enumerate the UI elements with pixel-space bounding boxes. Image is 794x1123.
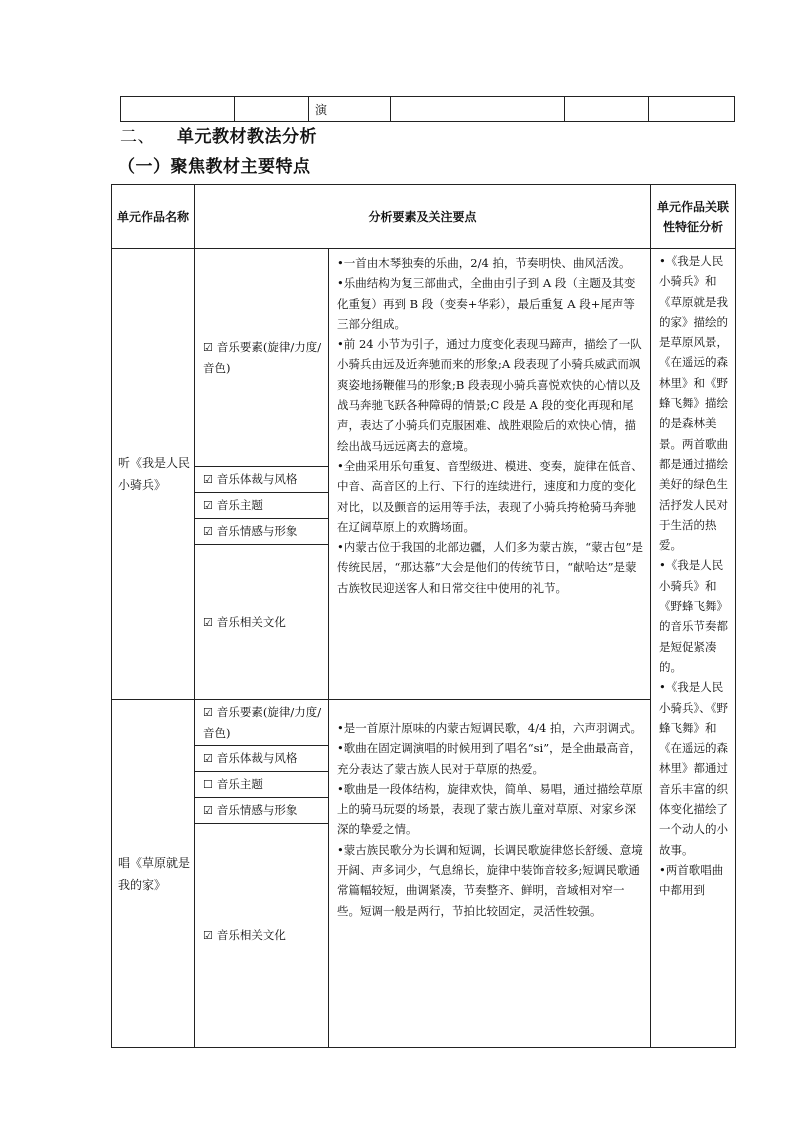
element-cell <box>195 249 329 467</box>
analysis-point: •全曲采用乐句重复、音型级进、模进、变奏，旋律在低音、中音、高音区的上行、下行的连续进行，速度和力度的变化对比，以及颤音的运用等手法，表现了小骑兵挎枪骑马奔驰在辽阔草原上的欢腾场面。 <box>337 458 643 534</box>
element-label: 音乐情感与形象 <box>216 803 298 817</box>
header-row <box>112 185 736 249</box>
checkbox-icon[interactable]: ☑ <box>203 499 213 512</box>
top-cell-4 <box>391 97 565 122</box>
element-label: 音乐体裁与风格 <box>216 472 298 486</box>
element-cell <box>195 493 329 519</box>
top-cell-3: 演 <box>309 97 391 122</box>
analysis-point: •蒙古族民歌分为长调和短调，长调民歌旋律悠长舒缓、意境开阔、声多词少，气息绵长，旋律中装饰音较多;短调民歌通常篇幅较短，曲调紧凑，节奏整齐、鲜明，音域相对窄一些。短调一般是两行，节拍比较固定，灵活性较强。 <box>337 842 643 918</box>
element-cell <box>195 519 329 545</box>
checkbox-icon[interactable]: ☑ <box>203 473 213 486</box>
checkbox-icon[interactable]: ☑ <box>203 615 213 629</box>
element-label: 音乐情感与形象 <box>216 524 298 538</box>
relation-point: •两首歌唱曲中都用到 <box>659 862 724 898</box>
header-work: 单元作品名称 <box>112 185 195 249</box>
top-cell-5 <box>565 97 649 122</box>
analysis-point: •乐曲结构为复三部曲式，全曲由引子到 A 段（主题及其变化重复）再到 B 段（变奏+华彩），最后重复 A 段+尾声等三部分组成。 <box>337 276 636 331</box>
checkbox-icon[interactable]: ☐ <box>203 778 213 791</box>
analysis-point: •歌曲在固定调演唱的时候用到了唱名“si”，是全曲最高音，充分表达了蒙古族人民对于草原的热爱。 <box>337 741 642 776</box>
top-cell-2 <box>235 97 309 122</box>
relation-point: •《我是人民小骑兵》和《野蜂飞舞》的音乐节奏都是短促紧凑的。 <box>659 558 729 674</box>
analysis-point: •内蒙古位于我国的北部边疆，人们多为蒙古族，“蒙古包”是传统民居，“那达慕”大会是他们的传统节日，“献哈达”是蒙古族牧民迎送客人和日常交往中使用的礼节。 <box>337 540 644 595</box>
element-cell <box>195 467 329 493</box>
element-label: 音乐主题 <box>216 498 263 512</box>
element-label: 音乐相关文化 <box>216 928 286 942</box>
table-row <box>121 97 735 122</box>
work-name-2: 唱《草原就是我的家》 <box>112 700 195 1048</box>
top-cell-6 <box>649 97 735 122</box>
element-cell <box>195 824 329 1048</box>
relation-point: •《我是人民小骑兵》、《野蜂飞舞》和《在遥远的森林里》都通过音乐丰富的织体变化描绘了一个动人的小故事。 <box>659 680 729 857</box>
element-label: 音乐要素(旋律/力度/音色) <box>203 705 322 740</box>
table-row <box>112 249 736 467</box>
analysis-point: •一首由木琴独奏的乐曲，2/4 拍，节奏明快、曲风活泼。 <box>337 256 631 270</box>
element-cell <box>195 798 329 824</box>
top-cell-1 <box>121 97 235 122</box>
top-table-fragment <box>120 96 735 122</box>
section-title: 单元教材教法分析 <box>177 127 317 147</box>
work-name-1: 听《我是人民小骑兵》 <box>112 249 195 700</box>
header-analysis: 分析要素及关注要点 <box>195 185 651 249</box>
subsection-heading: （一）聚焦教材主要特点 <box>118 157 311 177</box>
checkbox-icon[interactable]: ☑ <box>203 341 213 354</box>
relation-analysis <box>651 249 736 1048</box>
section-heading <box>120 122 317 147</box>
element-cell <box>195 746 329 772</box>
analysis-points-2 <box>329 700 651 1048</box>
table-row <box>112 700 736 746</box>
element-label: 音乐要素(旋律/力度/音色) <box>203 340 322 375</box>
analysis-point: •是一首原汁原味的内蒙古短调民歌，4/4 拍，六声羽调式。 <box>337 721 642 735</box>
element-cell <box>195 545 329 700</box>
analysis-point: •歌曲是一段体结构，旋律欢快，简单、易唱，通过描绘草原上的骑马玩耍的场景，表现了蒙古族儿童对草原、对家乡深深的挚爱之情。 <box>337 781 643 837</box>
element-label: 音乐主题 <box>216 777 263 791</box>
element-cell <box>195 700 329 746</box>
analysis-table <box>111 184 736 1048</box>
checkbox-icon[interactable]: ☑ <box>203 929 213 942</box>
element-label: 音乐相关文化 <box>216 614 286 629</box>
analysis-point: •前 24 小节为引子，通过力度变化表现马蹄声，描绘了一队小骑兵由远及近奔驰而来的形象;A 段表现了小骑兵威武而飒爽姿地扬鞭催马的形象;B 段表现小骑兵喜悦欢快的心情以及战马奔驰飞跃各种障碍的情景;C 段是 A 段的变化再现和尾声，表达了小骑兵们克服困难、战胜艰险后的欢快心情，描绘出战马远远离去的意境。 <box>337 337 642 453</box>
element-label: 音乐体裁与风格 <box>216 751 298 765</box>
checkbox-icon[interactable]: ☑ <box>203 752 213 765</box>
header-relation: 单元作品关联性特征分析 <box>651 185 736 249</box>
relation-point: •《我是人民小骑兵》和《草原就是我的家》描绘的是草原风景，《在遥远的森林里》和《野蜂飞舞》描绘的是森林美景。两首歌曲都是通过描绘美好的绿色生活抒发人民对于生活的热爱。 <box>659 254 729 553</box>
checkbox-icon[interactable]: ☑ <box>203 804 213 817</box>
checkbox-icon[interactable]: ☑ <box>203 525 213 538</box>
element-cell <box>195 772 329 798</box>
section-number: 二、 <box>120 127 155 147</box>
checkbox-icon[interactable]: ☑ <box>203 706 213 719</box>
analysis-points-1 <box>329 249 651 700</box>
